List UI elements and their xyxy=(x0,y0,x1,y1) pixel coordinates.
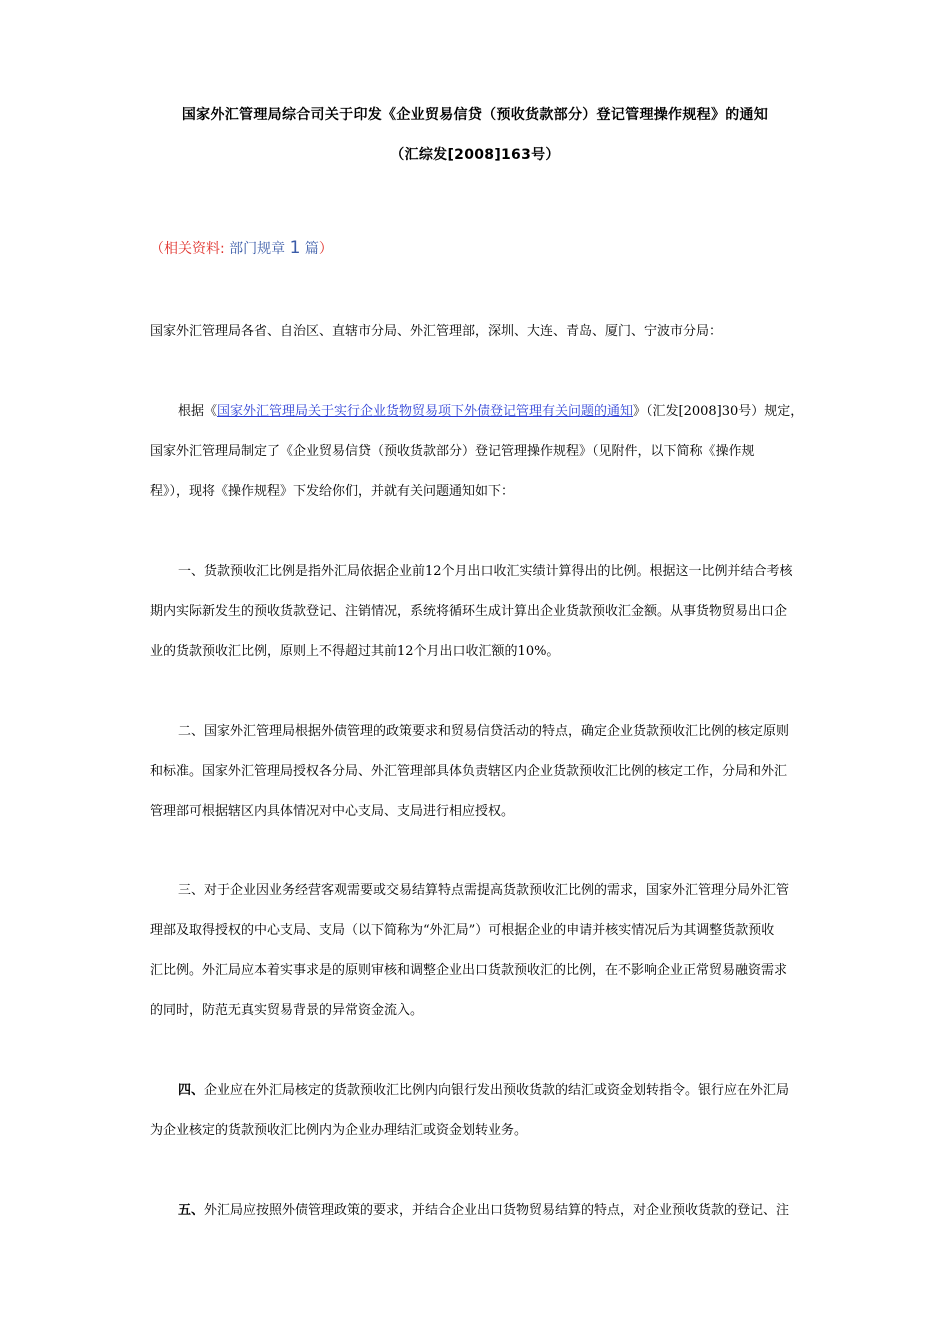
related-open-paren: （ xyxy=(150,241,164,257)
section-2-line-3: 管理部可根据辖区内具体情况对中心支局、支局进行相应授权。 xyxy=(150,804,515,819)
intro-prefix: 根据《 xyxy=(178,404,218,419)
section-3-line-3: 汇比例。外汇局应本着实事求是的原则审核和调整企业出口货款预收汇的比例，在不影响企业正常贸易融资需求 xyxy=(150,963,788,978)
related-count[interactable]: 1 xyxy=(289,238,301,258)
related-unit[interactable]: 篇 xyxy=(304,241,319,257)
intro-line-1 xyxy=(150,402,890,422)
section-2-line-1: 二、国家外汇管理局根据外债管理的政策要求和贸易信贷活动的特点，确定企业货款预收汇比例的核定原则 xyxy=(178,724,790,739)
document-number: （汇综发[2008]163号） xyxy=(390,147,560,163)
section-5-heading: 五、 xyxy=(178,1203,205,1218)
section-5-line-1 xyxy=(150,1201,890,1221)
related-category-link[interactable]: 部门规章 xyxy=(224,241,286,257)
related-close-paren: ） xyxy=(318,241,333,257)
section-4-line-1 xyxy=(150,1081,890,1101)
related-label: 相关资料: xyxy=(164,241,225,257)
related-materials xyxy=(150,238,333,258)
section-3-line-1: 三、对于企业因业务经营客观需要或交易结算特点需提高货款预收汇比例的需求，国家外汇管理分局外汇管 xyxy=(178,883,790,898)
intro-suffix: 》（汇发[2008]30号）规定， xyxy=(633,404,804,419)
section-1-line-2: 期内实际新发生的预收货款登记、注销情况，系统将循环生成计算出企业货款预收汇金额。从事货物贸易出口企 xyxy=(150,604,788,619)
section-3-line-4: 的同时，防范无真实贸易背景的异常资金流入。 xyxy=(150,1003,424,1018)
document-title: 国家外汇管理局综合司关于印发《企业贸易信贷（预收货款部分）登记管理操作规程》的通知 xyxy=(181,107,769,123)
section-4-heading: 四、 xyxy=(178,1083,205,1098)
intro-line-3: 程》），现将《操作规程》下发给你们，并就有关问题通知如下： xyxy=(150,484,515,499)
intro-line-2: 国家外汇管理局制定了《企业贸易信贷（预收货款部分）登记管理操作规程》（见附件，以下简称《操作规 xyxy=(150,444,755,459)
section-4-first-rest: 企业应在外汇局核定的货款预收汇比例内向银行发出预收货款的结汇或资金划转指令。银行应在外汇局 xyxy=(204,1083,790,1098)
addressee: 国家外汇管理局各省、自治区、直辖市分局、外汇管理部，深圳、大连、青岛、厦门、宁波市分局： xyxy=(150,324,723,339)
section-2-line-2: 和标准。国家外汇管理局授权各分局、外汇管理部具体负责辖区内企业货款预收汇比例的核定工作，分局和外汇 xyxy=(150,764,788,779)
referenced-notice-link[interactable]: 国家外汇管理局关于实行企业货物贸易项下外债登记管理有关问题的通知 xyxy=(217,404,634,419)
section-4-line-2: 为企业核定的货款预收汇比例内为企业办理结汇或资金划转业务。 xyxy=(150,1123,528,1138)
section-1-line-3: 业的货款预收汇比例，原则上不得超过其前12个月出口收汇额的10%。 xyxy=(150,644,560,659)
section-1-line-1: 一、货款预收汇比例是指外汇局依据企业前12个月出口收汇实绩计算得出的比例。根据这一比例并结合考核 xyxy=(178,564,793,579)
section-5-first-rest: 外汇局应按照外债管理政策的要求，并结合企业出口货物贸易结算的特点，对企业预收货款的登记、注 xyxy=(204,1203,790,1218)
section-3-line-2: 理部及取得授权的中心支局、支局（以下简称为“外汇局”）可根据企业的申请并核实情况后为其调整货款预收 xyxy=(150,923,775,938)
